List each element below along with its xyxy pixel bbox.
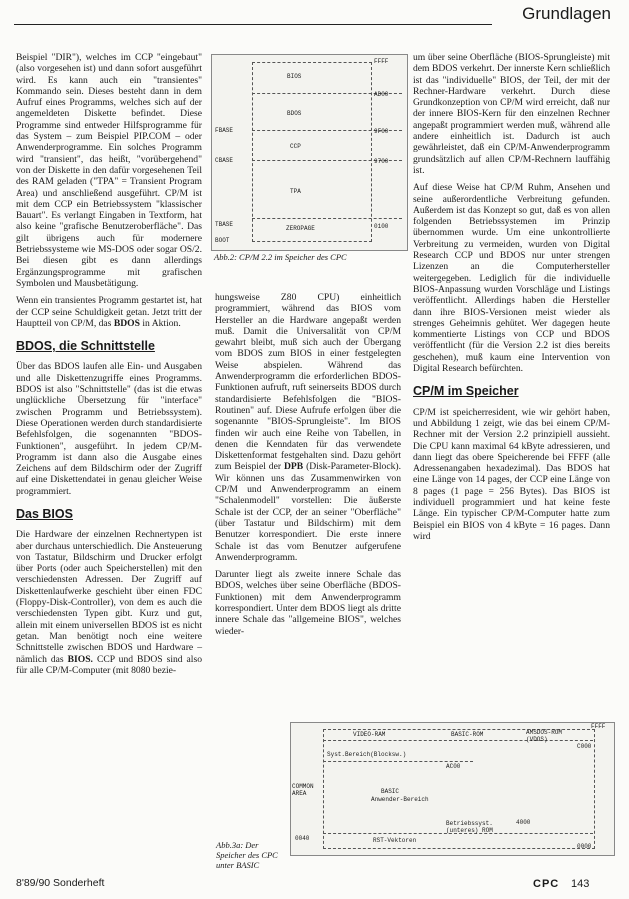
paragraph: Beispiel "DIR"), welches im CCP "eingebaut" (also vorgesehen ist) und dann sofort ausgeführt wird. Es kann auch ein "transientes" Kommando sein. Dieses besteht dann in dem Aufruf eines Programms, welches sich auf der angemeldeten Diskette befindet. Diese Programme sind entweder Hilfsprogramme für das System – zum Beispiel PIP.COM – oder Anwenderprogramme. Ein solches Programm wird "transient", das heißt, "vorübergehend" von der Diskette in den dafür vorgesehenen Teil des RAM geladen ("TPA" = Transient Program Area) und anschließend ausgeführt. CP/M ist mit dem CCP ein Betriebssystem "klassischer Bauart". Es verlangt Eingaben in Textform, hat also keine "grafische Benutzeroberfläche". Das gilt übrigens auch für modernere Betriebssysteme wie MS-DOS oder sogar OS/2. Bei diesen gibt es dann allerdings Ergänzungsprogramme mit grafischen Symbolen und Mausbetätigung. bbox=[16, 52, 202, 289]
memory-diagram-basic bbox=[290, 722, 615, 856]
paragraph: hungsweise Z80 CPU) einheitlich programmiert, während das BIOS vom Hersteller an die Hardware angepaßt werden muß. Damit die Universalität von CP/M gewahrt bleibt, muß sich auch der Übergang vom BDOS zum BIOS in einer festgelegten Weise abspielen. Während das Anwenderprogramm die erforderlichen BDOS-Funktionen aufruft, ruft seinerseits BDOS durch standardisierte Befehlsfolgen die "BIOS-Routinen" auf. Diese Aufrufe erfolgen über die sogenannte "BIOS-Sprungleiste". Im BIOS finden wir auch eine Reihe von Tabellen, in denen die Kenndaten für das verwendete Diskettenformat festgehalten sind. Dazu gehört zum Beispiel der DPB (Disk-Parameter-Block). Wir können uns das Zusammenwirken von CP/M und Anwenderprogramm an einem "Schalenmodell" vorstellen: Die äußerste Schale ist der CCP, der an seiner "Oberfläche" (über Tastatur und Bildschirm) mit dem Benutzer korrespondiert. Die erste innere Schale ist das vom Benutzer aufgerufene Anwenderprogramm. bbox=[215, 292, 401, 563]
region-label: BASIC bbox=[381, 788, 400, 795]
address-label: 0100 bbox=[374, 223, 389, 230]
address-label: 4000 bbox=[516, 819, 531, 826]
region-label: COMMON AREA bbox=[292, 783, 314, 797]
memory-block bbox=[252, 62, 372, 242]
paragraph: Darunter liegt als zweite innere Schale das BDOS, welches über seine Oberfläche (BDOS-Funktionen) mit dem Anwenderprogramm korrespondiert. Unter dem BDOS liegt als dritte innere Schale das "allgemeine BIOS", welches wieder- bbox=[215, 569, 401, 637]
region-label: RST-Vektoren bbox=[373, 837, 417, 844]
region-label: VIDEO-RAM bbox=[353, 731, 386, 738]
region-label: BDOS bbox=[287, 110, 302, 117]
issue-label: 8'89/90 Sonderheft bbox=[16, 877, 105, 889]
memory-diagram-cpm bbox=[211, 54, 408, 251]
header-rule bbox=[14, 24, 492, 25]
paragraph: Die Hardware der einzelnen Rechnertypen ist aber durchaus unterschiedlich. Die Ansteuerung von Tastatur, Bildschirm und Drucker erfolgt über Ports (oder auch Speicherstellen) mit den verschiedensten Adressen. Der Zugriff auf Diskettenlaufwerke geschieht über einen FDC (Floppy-Disk-Controller), von dem es auch die verschiedensten Typen gibt. Kurz und gut, allein mit einem universellen BDOS ist es nicht getan. Man benötigt noch eine weitere Schnittstelle zwischen BDOS und Hardware – nämlich das BIOS. CCP und BDOS sind also für alle CP/M-Computer (mit 8080 bezie- bbox=[16, 529, 202, 676]
magazine-logo: CPC bbox=[533, 878, 560, 890]
figure-caption: Abb.3a: Der Speicher des CPC unter BASIC bbox=[216, 840, 278, 870]
column-3 bbox=[413, 52, 610, 548]
paragraph: um über seine Oberfläche (BIOS-Sprungleiste) mit dem BDOS verkehrt. Der innerste Kern schließlich ist das "individuelle" BIOS, der Teil, der mit der Rechner-Hardware verkehrt. Durch diese Grundkonzeption von CP/M wird erreicht, daß nur der innere BIOS-Kern für den einzelnen Rechner angepaßt programmiert werden muß, während alle andere einheitlich ist. Dadurch ist auch gewährleistet, daß ein CP/M-Anwenderprogramm grundsätzlich auf allen CP/M-Rechnern lauffähig ist. bbox=[413, 52, 610, 176]
section-heading: CP/M im Speicher bbox=[413, 384, 519, 399]
region-label: BIOS bbox=[287, 73, 302, 80]
address-label: AD00 bbox=[374, 91, 389, 98]
region-label: BASIC-ROM bbox=[451, 731, 484, 738]
region-label: AMSDOS-ROM (VDOS) bbox=[526, 729, 563, 743]
region-label: Anwender-Bereich bbox=[371, 796, 429, 803]
address-label: FFFF bbox=[591, 723, 606, 730]
address-label: 9F00 bbox=[374, 128, 389, 135]
pointer-label: TBASE bbox=[215, 221, 234, 228]
address-label: 0040 bbox=[295, 835, 310, 842]
paragraph: CP/M ist speicherresident, wie wir gehört haben, und Abbildung 1 zeigt, wie das bei einem CP/M-Rechner mit der Version 2.2 prinzipiell aussieht. Die CPU kann maximal 64 kByte adressieren, und dann liegt das obere Speicherende bei FFFF (alle Adressenangaben hexadezimal). Das BDOS hat eine Länge von 14 pages, der CCP eine Länge von 8 pages (1 page = 256 Bytes). Das BIOS ist individuell programmiert und hat keine feste Länge. Ein typischer CP/M-Computer hatte zum Beispiel ein BIOS von 4 kByte = 16 pages. Dann wird bbox=[413, 406, 610, 542]
column-2 bbox=[215, 292, 401, 643]
address-label: FFFF bbox=[374, 58, 389, 65]
divider bbox=[323, 761, 473, 762]
page-number: 143 bbox=[571, 878, 590, 890]
section-heading: Das BIOS bbox=[16, 506, 73, 521]
paragraph: Wenn ein transientes Programm gestartet ist, hat der CCP seine Schuldigkeit getan. Jetzt tritt der Hauptteil von CP/M, das BDOS in Aktion. bbox=[16, 295, 202, 329]
paragraph: Über das BDOS laufen alle Ein- und Ausgaben und alle Diskettenzugriffe eines Programms. BDOS ist also "Schnittstelle" (das ist die etwas unglückliche Übersetzung für "interface" zwischen Programm und Betriebssystem). Diese Operationen werden durch standardisierte Befehlsfolgen, die sogenannten "BDOS-Funktionen", ausgeführt. In jedem CP/M-Programm ist dann also die Ausgabe eines Zeichens auf dem Bildschirm oder der Zugriff auf eine Diskettendatei in genau gleicher Weise programmiert. bbox=[16, 361, 202, 497]
address-label: 0000 bbox=[577, 843, 592, 850]
region-label: Syst.Bereich(Blocksw.) bbox=[327, 751, 407, 758]
region-label: Betriebssyst. (unteres) ROM bbox=[446, 820, 493, 834]
address-label: 9700 bbox=[374, 158, 389, 165]
region-label: CCP bbox=[290, 143, 301, 150]
divider bbox=[252, 218, 402, 219]
region-label: TPA bbox=[290, 188, 301, 195]
pointer-label: BOOT bbox=[215, 237, 230, 244]
address-label: AC00 bbox=[446, 763, 461, 770]
column-1 bbox=[16, 52, 202, 682]
figure-caption: Abb.2: CP/M 2.2 im Speicher des CPC bbox=[214, 252, 347, 262]
address-label: C000 bbox=[577, 743, 592, 750]
pointer-label: FBASE bbox=[215, 127, 234, 134]
section-title: Grundlagen bbox=[522, 4, 611, 23]
paragraph: Auf diese Weise hat CP/M Ruhm, Ansehen und seine außerordentliche Verbreitung gefunden. Außerdem ist das Konzept so gut, daß es von allen folgenden Betriebssystemen im Prinzip übernommen wurde. Um eine unkontrollierte Verbreitung zu vermeiden, wurden von Digital Research CCP und BDOS nur unter strengen Lizenzen an die Computerhersteller weitergegeben. Lediglich für die individuelle BIOS-Anpassung wurden Vorschläge und Listings veröffentlicht. Allerdings haben die Hersteller dann ihre BIOS-Versionen meist wieder als strenges Geheimnis gehütet. Wer dagegen heute kommentierte Listings von CCP und BDOS veröffentlicht (für die Version 2.2 ist dies bereits geschehen), muß kaum eine Intervention von Digital Research befürchten. bbox=[413, 182, 610, 375]
region-label: ZEROPAGE bbox=[286, 225, 315, 232]
section-heading: BDOS, die Schnittstelle bbox=[16, 339, 155, 354]
pointer-label: CBASE bbox=[215, 157, 234, 164]
